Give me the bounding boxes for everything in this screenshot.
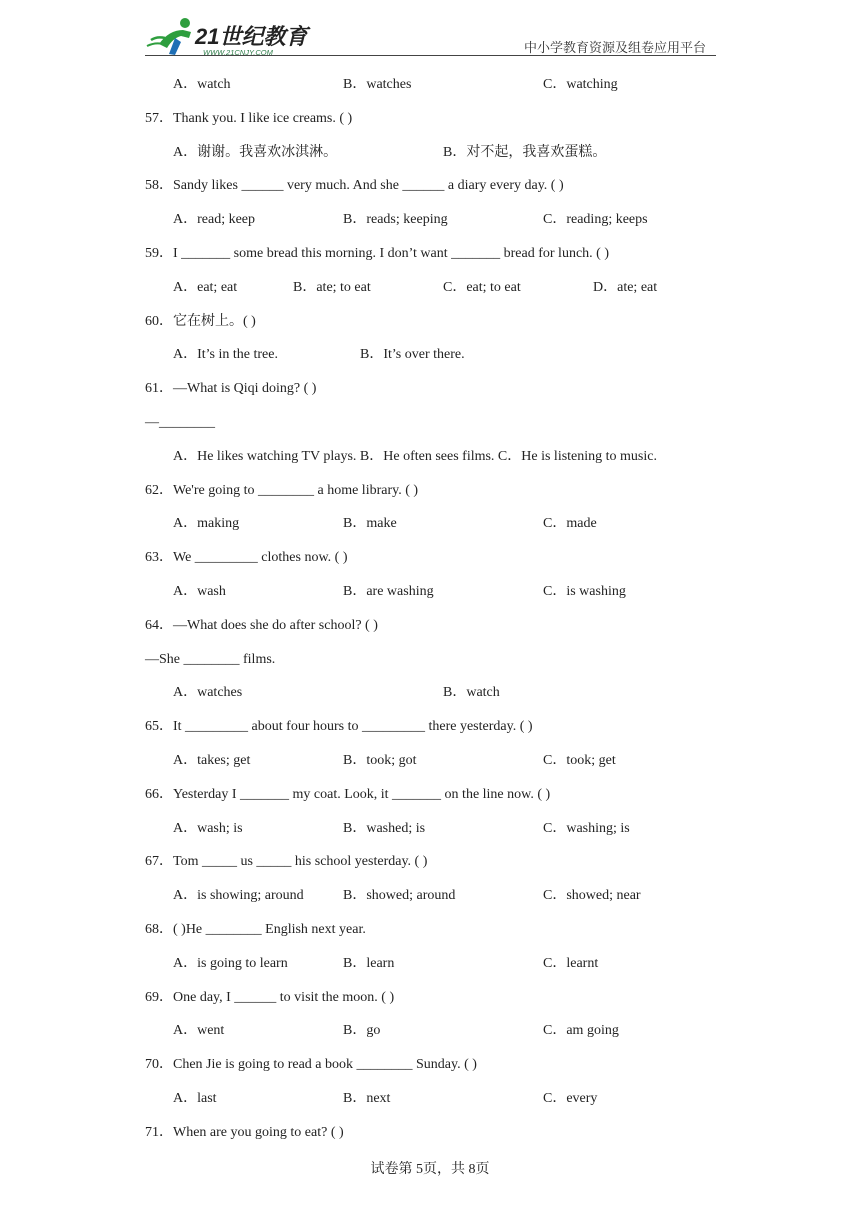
header-divider bbox=[145, 55, 716, 56]
question-stem: 58．Sandy likes ______ very much. And she ______ a diary every day. ( ) bbox=[145, 178, 564, 194]
option-c: C．watching bbox=[543, 77, 618, 92]
option-c: C．learnt bbox=[543, 955, 599, 971]
option-b: B．watch bbox=[443, 685, 500, 701]
option-a: A．went bbox=[173, 1023, 225, 1039]
option-a: A．wash bbox=[173, 583, 226, 599]
answer-options bbox=[145, 136, 725, 170]
question-list bbox=[145, 68, 725, 1150]
option-c: C．am going bbox=[543, 1023, 619, 1039]
option-a: A．takes; get bbox=[173, 752, 251, 768]
option-b: B．ate; to eat bbox=[293, 279, 371, 295]
question-stem: 67．Tom _____ us _____ his school yesterday. ( ) bbox=[145, 854, 428, 870]
option-c: C．showed; near bbox=[543, 888, 641, 904]
question-stem: 70．Chen Jie is going to read a book ________ Sunday. ( ) bbox=[145, 1057, 477, 1073]
option-b: B．are washing bbox=[343, 583, 434, 599]
question-stem: 61．—What is Qiqi doing? ( ) bbox=[145, 381, 317, 397]
answer-options: A．He likes watching TV plays. B．He often sees films. C．He is listening to music. bbox=[173, 448, 657, 464]
option-a: A．It’s in the tree. bbox=[173, 347, 278, 363]
answer-options bbox=[145, 338, 725, 372]
option-c: C．every bbox=[543, 1090, 598, 1106]
answer-options bbox=[145, 507, 725, 541]
option-c: C．washing; is bbox=[543, 820, 630, 836]
option-b: B．washed; is bbox=[343, 820, 426, 836]
question-stem: 57．Thank you. I like ice creams. ( ) bbox=[145, 110, 353, 126]
question-stem: 68．( )He ________ English next year. bbox=[145, 921, 366, 937]
option-b: B．next bbox=[343, 1090, 391, 1106]
answer-options bbox=[145, 203, 725, 237]
question-stem: 69．One day, I ______ to visit the moon. ( ) bbox=[145, 989, 395, 1005]
question-stem: 66．Yesterday I _______ my coat. Look, it _______ on the line now. ( ) bbox=[145, 786, 551, 802]
question-stem: 65．It _________ about four hours to _________ there yesterday. ( ) bbox=[145, 719, 533, 735]
logo-url: WWW.21CNJY.COM bbox=[203, 48, 273, 57]
page-number: 试卷第 5页，共 8页 bbox=[370, 1162, 490, 1177]
option-a: A．eat; eat bbox=[173, 279, 238, 295]
answer-options bbox=[145, 575, 725, 609]
answer-options bbox=[145, 744, 725, 778]
option-c: C．took; get bbox=[543, 752, 616, 768]
option-a: A．wash; is bbox=[173, 820, 243, 836]
option-b: B．It’s over there. bbox=[360, 347, 465, 363]
dialogue-line: —________ bbox=[145, 414, 215, 430]
option-b: B．reads; keeping bbox=[343, 212, 448, 228]
question-stem: 64．—What does she do after school? ( ) bbox=[145, 617, 378, 633]
question-stem: 62．We're going to ________ a home library. ( ) bbox=[145, 482, 419, 498]
option-b: B．watches bbox=[343, 77, 412, 92]
answer-options bbox=[145, 271, 725, 305]
question-stem: 63．We _________ clothes now. ( ) bbox=[145, 550, 348, 566]
option-c: C．made bbox=[543, 516, 597, 532]
answer-options bbox=[145, 676, 725, 710]
option-a: A．watch bbox=[173, 77, 231, 92]
option-d: D．ate; eat bbox=[593, 279, 658, 295]
option-b: B．make bbox=[343, 516, 397, 532]
answer-options bbox=[145, 812, 725, 846]
answer-options bbox=[145, 68, 725, 102]
option-a: A．is going to learn bbox=[173, 955, 288, 971]
option-a: A．last bbox=[173, 1090, 217, 1106]
option-a: A．making bbox=[173, 516, 240, 532]
option-c: C．reading; keeps bbox=[543, 212, 648, 228]
answer-options bbox=[145, 1082, 725, 1116]
logo-text: 21世纪教育 bbox=[195, 24, 308, 49]
option-b: B．对不起，我喜欢蛋糕。 bbox=[443, 144, 607, 160]
option-a: A．watches bbox=[173, 685, 243, 701]
option-b: B．took; got bbox=[343, 752, 417, 768]
answer-options bbox=[145, 1014, 725, 1048]
option-c: C．is washing bbox=[543, 583, 626, 599]
option-b: B．learn bbox=[343, 955, 395, 971]
option-a: A．is showing; around bbox=[173, 888, 304, 904]
site-logo bbox=[145, 14, 315, 58]
option-c: C．eat; to eat bbox=[443, 279, 521, 295]
option-a: A．谢谢。我喜欢冰淇淋。 bbox=[173, 144, 338, 160]
option-a: A．read; keep bbox=[173, 212, 256, 228]
answer-options bbox=[145, 947, 725, 981]
answer-options bbox=[145, 879, 725, 913]
question-stem: 71．When are you going to eat? ( ) bbox=[145, 1124, 344, 1140]
question-stem: 59．I _______ some bread this morning. I don’t want _______ bread for lunch. ( ) bbox=[145, 245, 609, 261]
page-header bbox=[145, 14, 716, 58]
dialogue-line: —She ________ films. bbox=[145, 651, 276, 667]
running-figure-icon bbox=[147, 18, 191, 55]
option-b: B．go bbox=[343, 1023, 381, 1039]
question-stem: 60．它在树上。( ) bbox=[145, 313, 256, 329]
option-b: B．showed; around bbox=[343, 888, 456, 904]
platform-name: 中小学教育资源及组卷应用平台 bbox=[523, 40, 706, 55]
